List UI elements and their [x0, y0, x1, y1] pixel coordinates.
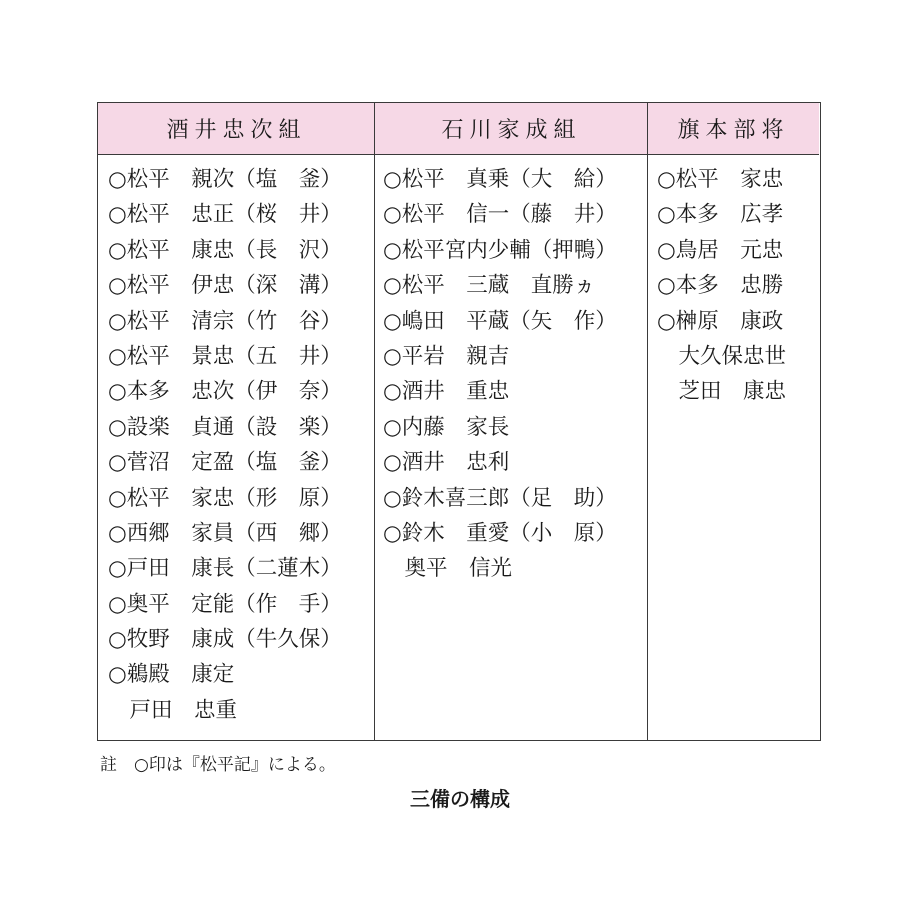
member-row: ○設楽 貞通（設 楽） — [108, 414, 342, 440]
member-row: ○戸田 康長（二蓮木） — [108, 556, 342, 582]
member-row: ○松平 康忠（長 沢） — [108, 237, 342, 263]
member-row: ○松平 忠正（桜 井） — [108, 202, 342, 228]
member-row: ○松平 清宗（竹 谷） — [108, 308, 342, 334]
member-row: ○松平 三蔵 直勝ヵ — [383, 273, 596, 299]
figure-caption: 三備の構成 — [410, 787, 510, 811]
member-row: ○榊原 康政 — [657, 308, 784, 334]
member-row: ○松平 家忠 — [657, 167, 784, 192]
column-ishikawa-group — [383, 162, 617, 587]
member-row: 奥平 信光 — [383, 556, 513, 582]
member-row: ○鵜殿 康定 — [108, 662, 235, 688]
member-row: ○本多 忠勝 — [657, 273, 784, 299]
column-hatamoto-commanders — [657, 162, 786, 410]
member-row: ○松平 信一（藤 井） — [383, 202, 617, 228]
member-row: ○本多 忠次（伊 奈） — [108, 379, 342, 405]
member-row: ○本多 広孝 — [657, 202, 784, 228]
member-row: ○酒井 忠利 — [383, 450, 510, 476]
header-hatamoto-commanders: 旗本部将 — [648, 103, 819, 155]
member-row: ○松平 景忠（五 井） — [108, 343, 342, 369]
member-row: ○松平宮内少輔（押鴨） — [383, 237, 617, 263]
header-sakai-group: 酒井忠次組 — [98, 103, 375, 155]
footnote: 註 ○印は『松平記』による。 — [100, 755, 336, 775]
member-row: ○松平 伊忠（深 溝） — [108, 273, 342, 299]
column-sakai-group — [108, 162, 342, 728]
member-row: ○鈴木 重愛（小 原） — [383, 520, 617, 546]
header-ishikawa-group: 石川家成組 — [375, 103, 648, 155]
member-row: ○奥平 定能（作 手） — [108, 591, 342, 617]
member-row: 芝田 康忠 — [657, 379, 787, 405]
member-row: ○西郷 家員（西 郷） — [108, 520, 342, 546]
member-row: ○酒井 重忠 — [383, 379, 510, 405]
member-row: ○松平 親次（塩 釜） — [108, 167, 342, 192]
composition-table — [97, 102, 821, 741]
member-row: ○鈴木喜三郎（足 助） — [383, 485, 617, 511]
member-row: ○松平 真乗（大 給） — [383, 167, 617, 192]
member-row: ○菅沼 定盈（塩 釜） — [108, 450, 342, 476]
member-row: ○鳥居 元忠 — [657, 237, 784, 263]
member-row: ○平岩 親吉 — [383, 343, 510, 369]
column-divider — [374, 103, 375, 740]
member-row: ○内藤 家長 — [383, 414, 510, 440]
member-row: 戸田 忠重 — [108, 697, 238, 723]
member-row: ○嶋田 平蔵（矢 作） — [383, 308, 617, 334]
member-row: ○松平 家忠（形 原） — [108, 485, 342, 511]
column-divider — [647, 103, 648, 740]
member-row: ○牧野 康成（牛久保） — [108, 627, 342, 653]
member-row: 大久保忠世 — [657, 343, 787, 369]
